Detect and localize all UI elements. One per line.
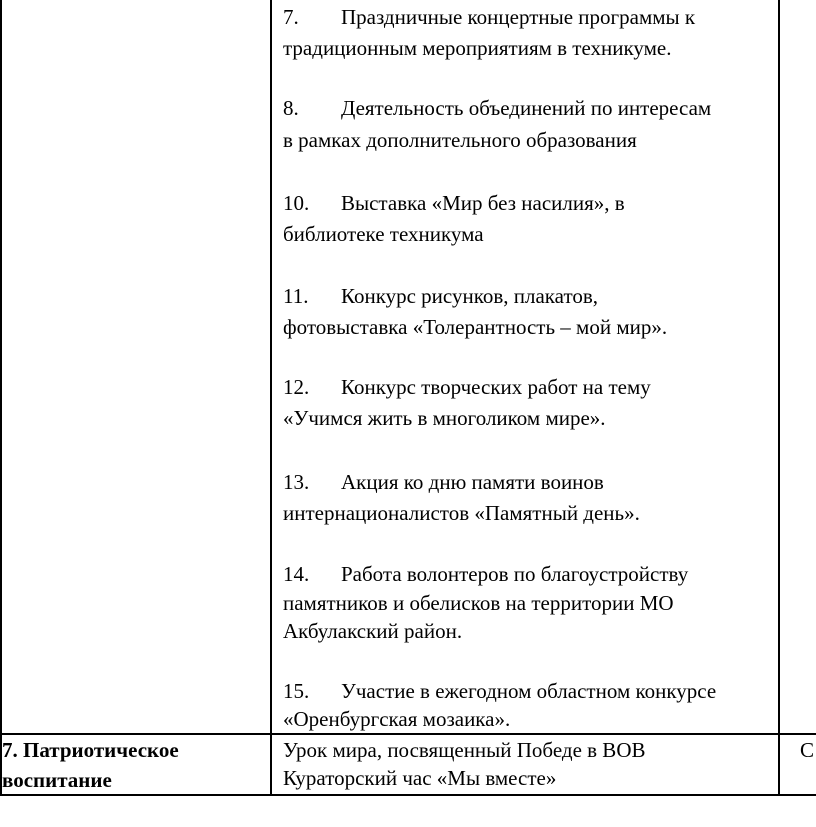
item-text-line: Деятельность объединений по интересам bbox=[341, 96, 712, 120]
item-text-line: Участие в ежегодном областном конкурсе bbox=[341, 679, 717, 703]
item-number: 7. bbox=[283, 5, 299, 29]
item-text-line: «Учимся жить в многоликом мире». bbox=[283, 406, 606, 430]
section-title: 7. Патриотическое bbox=[2, 738, 179, 762]
item-text-line: традиционным мероприятиям в техникуме. bbox=[283, 36, 672, 60]
item-number: 10. bbox=[283, 191, 310, 215]
item-text-line: Работа волонтеров по благоустройству bbox=[341, 562, 689, 586]
table-border-left bbox=[0, 0, 2, 796]
table-border-bottom bbox=[0, 794, 816, 796]
item-text-line: библиотеке техникума bbox=[283, 222, 484, 246]
column-divider-1 bbox=[270, 0, 272, 796]
item-number: 15. bbox=[283, 679, 310, 703]
section-content-line: Кураторский час «Мы вместе» bbox=[283, 766, 557, 790]
item-text-line: Конкурс творческих работ на тему bbox=[341, 375, 651, 399]
item-text-line: в рамках дополнительного образования bbox=[283, 128, 637, 152]
item-number: 12. bbox=[283, 375, 310, 399]
item-number: 14. bbox=[283, 562, 310, 586]
right-column-fragment: С bbox=[800, 738, 815, 762]
section-title: воспитание bbox=[2, 768, 112, 792]
item-text-line: Праздничные концертные программы к bbox=[341, 5, 696, 29]
item-text-line: Конкурс рисунков, плакатов, bbox=[341, 284, 599, 308]
item-number: 11. bbox=[283, 284, 309, 308]
item-text-line: «Оренбургская мозаика». bbox=[283, 707, 511, 731]
item-text-line: интернационалистов «Памятный день». bbox=[283, 501, 640, 525]
item-text-line: фотовыставка «Толерантность – мой мир». bbox=[283, 315, 668, 339]
item-number: 8. bbox=[283, 96, 299, 120]
item-text-line: Акбулакский район. bbox=[283, 619, 463, 643]
section-content-line: Урок мира, посвященный Победе в ВОВ bbox=[283, 738, 646, 762]
item-text-line: памятников и обелисков на территории МО bbox=[283, 591, 674, 615]
item-number: 13. bbox=[283, 470, 310, 494]
column-divider-2 bbox=[778, 0, 780, 796]
item-text-line: Выставка «Мир без насилия», в bbox=[341, 191, 625, 215]
item-text-line: Акция ко дню памяти воинов bbox=[341, 470, 604, 494]
